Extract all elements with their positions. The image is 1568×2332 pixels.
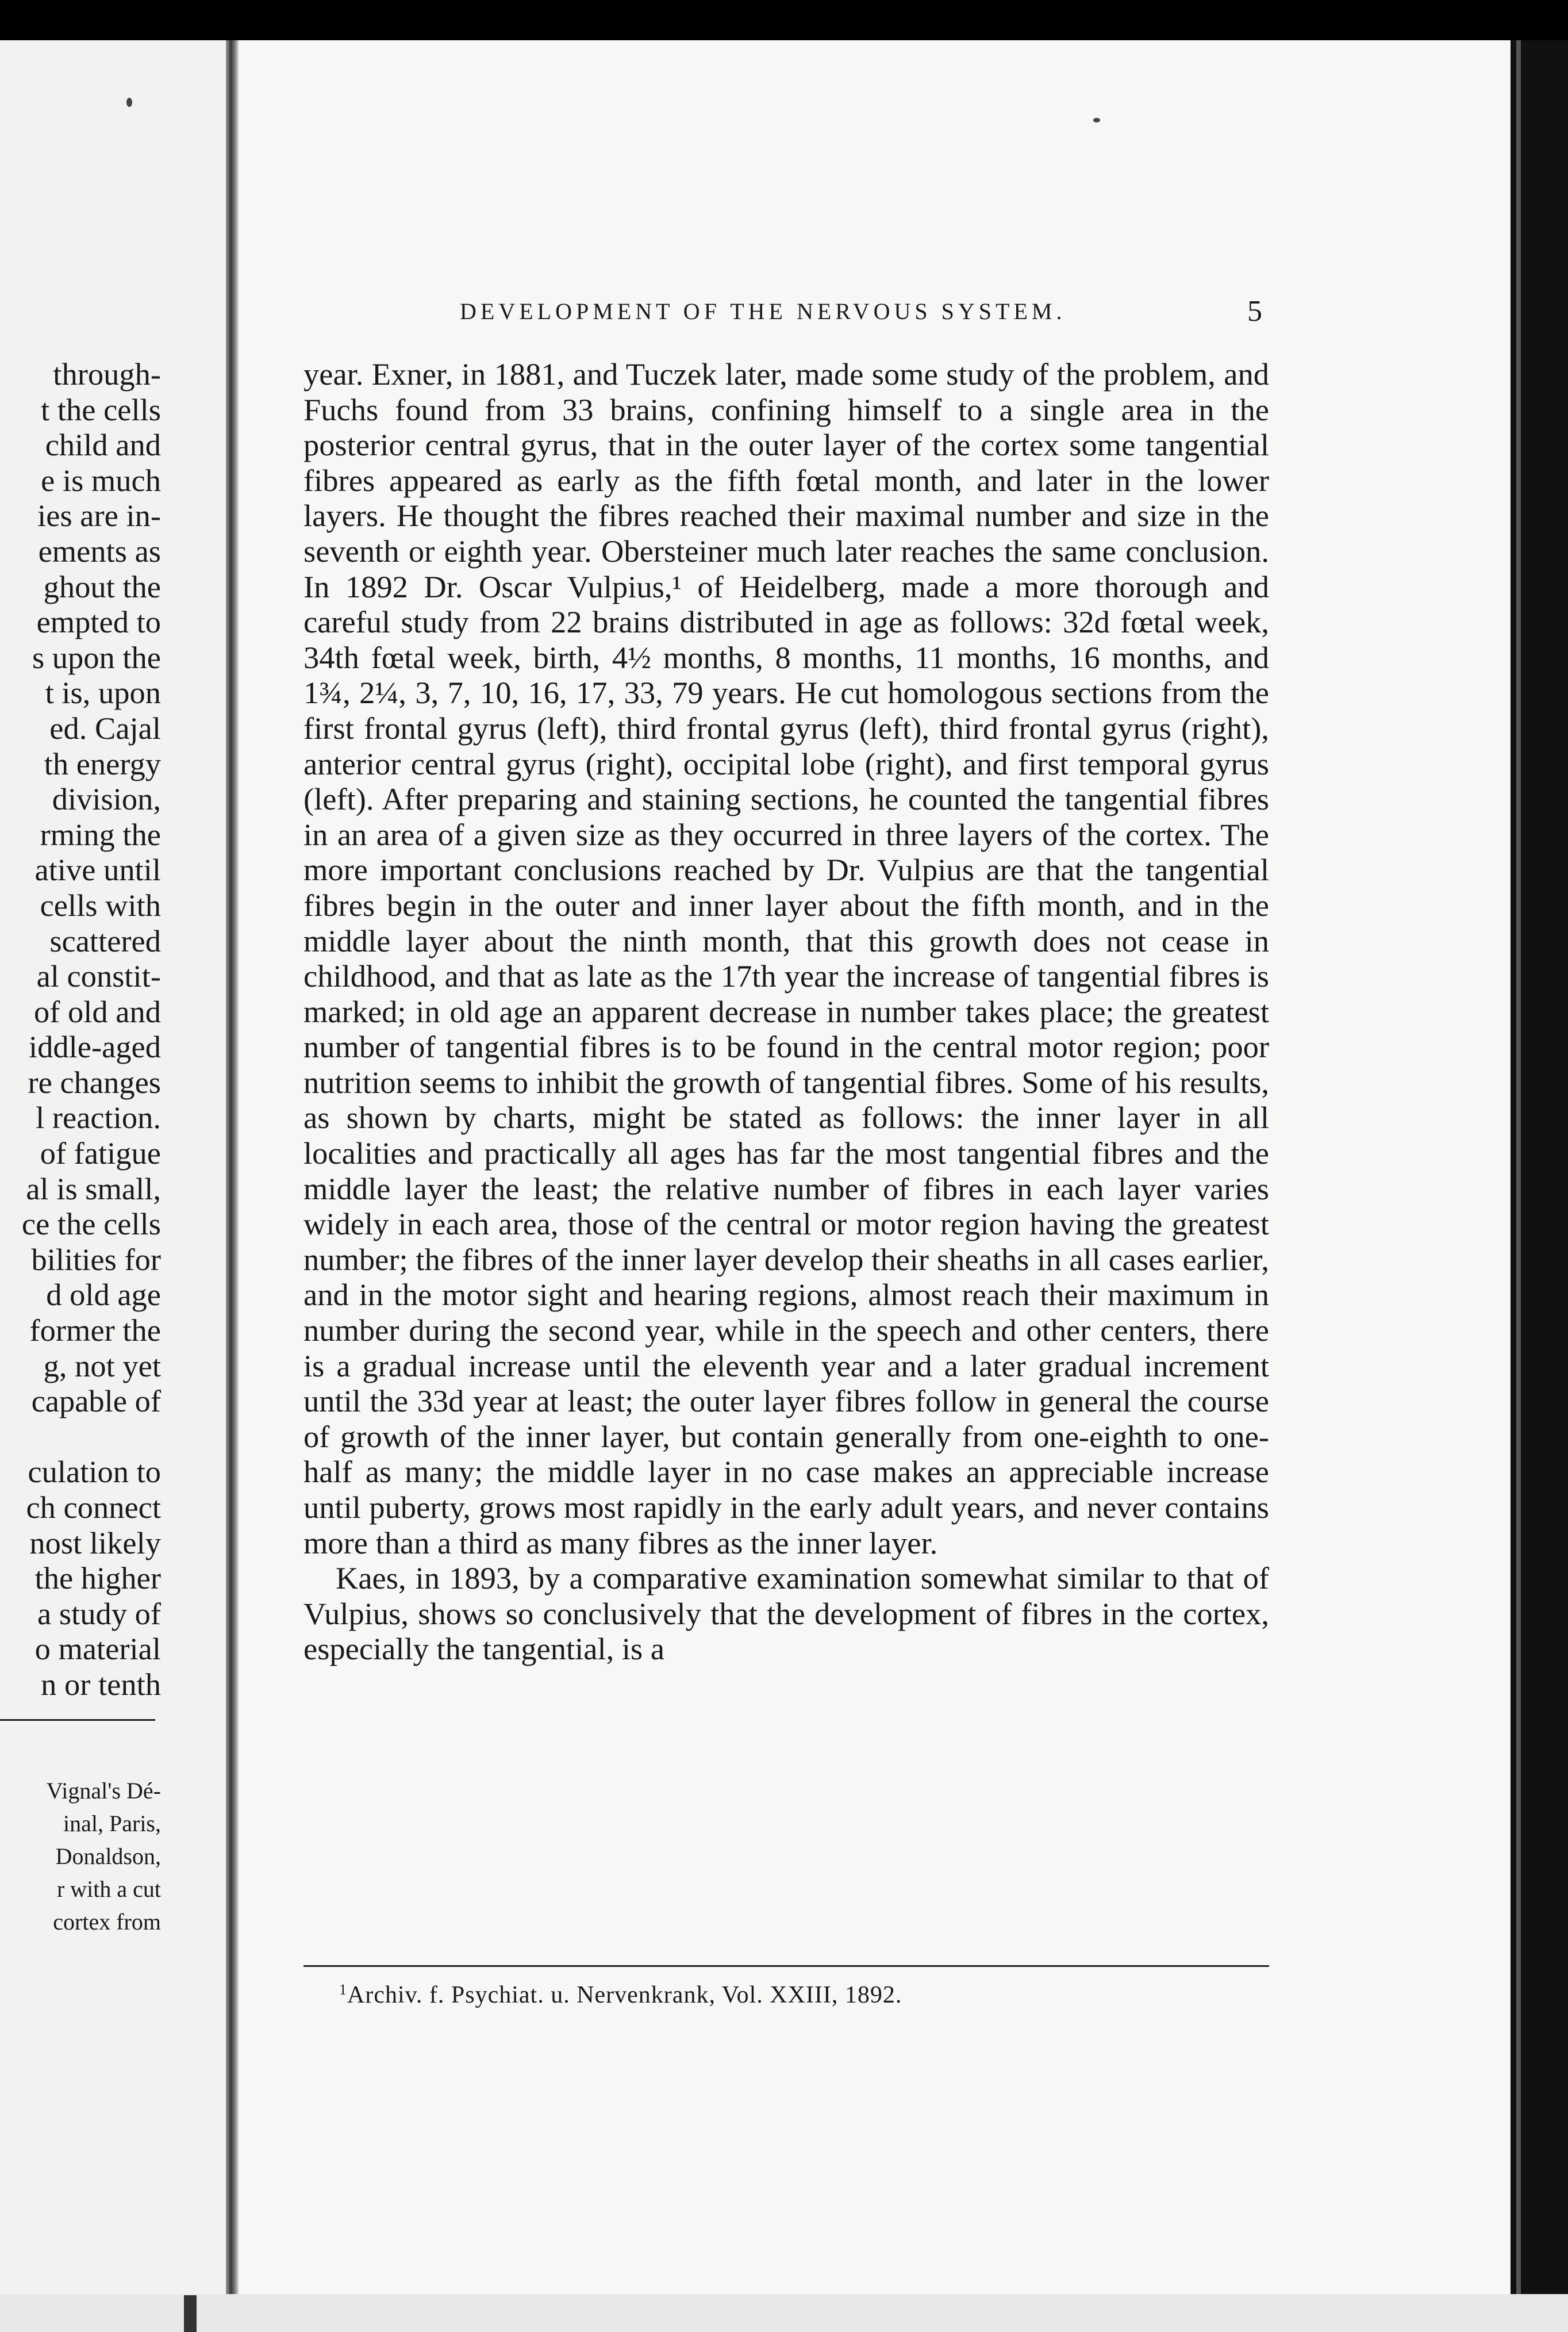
facing-page-line: al constit-	[36, 958, 161, 994]
facing-page-line: t is, upon	[45, 675, 161, 711]
page-number: 5	[1247, 295, 1262, 328]
facing-page-line: former the	[29, 1313, 161, 1348]
page-edge-line	[1516, 40, 1521, 2294]
facing-page-line: nost likely	[29, 1525, 161, 1560]
facing-page-line: ies are in-	[37, 498, 161, 534]
running-header: DEVELOPMENT OF THE NERVOUS SYSTEM.	[460, 298, 1066, 324]
footnote-text: Archiv. f. Psychiat. u. Nervenkrank, Vol. XXIII, 1892.	[347, 1982, 902, 2008]
facing-page-line: of old and	[34, 994, 161, 1029]
facing-page-line: g, not yet	[43, 1348, 161, 1383]
facing-page-line: child and	[45, 427, 161, 463]
facing-page-line: s upon the	[32, 639, 161, 675]
facing-page-footnote-line: Vignal's Dé-	[46, 1778, 161, 1804]
facing-page-footnote-line: cortex from	[53, 1909, 161, 1935]
next-sheet-edge	[0, 2294, 1568, 2332]
facing-page-line: iddle-aged	[28, 1029, 161, 1065]
facing-page-line: ce the cells	[21, 1206, 161, 1242]
facing-page-line: n or tenth	[41, 1666, 161, 1702]
facing-page-text	[0, 356, 161, 1702]
facing-page-footnote-rule	[0, 1719, 155, 1721]
facing-page-line: rming the	[40, 816, 161, 852]
facing-page-line: capable of	[31, 1383, 161, 1419]
facing-page-line: culation to	[28, 1454, 161, 1490]
dust-speck	[1093, 118, 1100, 122]
scan-mark	[184, 2295, 197, 2332]
facing-page-line: cells with	[40, 887, 161, 923]
paragraph: Kaes, in 1893, by a comparative examination somewhat similar to that of Vulpius, shows so conclusively that the development of fibres in the cortex, especially the tangential, is a	[303, 1560, 1269, 1667]
paragraph: year. Exner, in 1881, and Tuczek later, made some study of the problem, and Fuchs found from 33 brains, confining himself to a single area in the posterior central gyrus, that in the outer layer of the cortex some tangential fibres appeared as early as the fifth fœtal month, and later in the lower layers. He thought the fibres reached their maximal number and size in the seventh or eighth year. Obersteiner much later reaches the same conclusion. In 1892 Dr. Oscar Vulpius,¹ of Heidelberg, made a more thorough and careful study from 22 brains distributed in age as follows: 32d fœtal week, 34th fœtal week, birth, 4½ months, 8 months, 11 months, 16 months, and 1¾, 2¼, 3, 7, 10, 16, 17, 33, 79 years. He cut homologous sections from the first frontal gyrus (left), third frontal gyrus (left), third frontal gyrus (right), anterior central gyrus (right), occipital lobe (right), and first temporal gyrus (left). After preparing and staining sections, he counted the tangential fibres in an area of a given size as they occurred in three layers of the cortex. The more important conclusions reached by Dr. Vulpius are that the tangential fibres begin in the outer and inner layer about the fifth month, and in the middle layer about the ninth month, that this growth does not cease in childhood, and that as late as the 17th year the increase of tangential fibres is marked; in old age an apparent decrease in number takes place; the greatest number of tangential fibres is to be found in the central motor region; poor nutrition seems to inhibit the growth of tangential fibres. Some of his results, as shown by charts, might be stated as follows: the inner layer in all localities and practically all ages has far the most tangential fibres and the middle layer the least; the relative number of fibres in each layer varies widely in each area, those of the central or motor region having the greatest number; the fibres of the inner layer develop their sheaths in all cases earlier, and in the motor sight and hearing regions, almost reach their maximum in number during the second year, while in the speech and other centers, there is a gradual increase until the eleventh year and a later gradual increment until the 33d year at least; the outer layer fibres follow in general the course of growth of the inner layer, but contain generally from one-eighth to one-half as many; the middle layer in no case makes an appreciable increase until puberty, grows most rapidly in the early adult years, and never contains more than a third as many fibres as the inner layer.	[303, 356, 1269, 1560]
facing-page-line: division,	[52, 781, 161, 817]
dust-speck	[126, 98, 132, 107]
facing-page-line: ements as	[38, 533, 161, 569]
facing-page-footnote-line: r with a cut	[56, 1876, 161, 1902]
facing-page-line: al is small,	[26, 1171, 161, 1206]
facing-page-line: bilities for	[31, 1241, 161, 1277]
facing-page-line: re changes	[28, 1064, 161, 1100]
footnote	[339, 1981, 902, 2009]
footnote-rule	[303, 1965, 1269, 1967]
facing-page-line: ative until	[34, 852, 161, 888]
facing-page-line: empted to	[36, 604, 161, 640]
facing-page-line: th energy	[44, 746, 161, 781]
facing-page-line: ghout the	[43, 569, 161, 604]
facing-page-line: t the cells	[41, 392, 161, 427]
facing-page-line: ch connect	[26, 1490, 161, 1525]
book-gutter	[226, 40, 239, 2294]
facing-page-line: o material	[34, 1631, 161, 1667]
facing-page-line: the higher	[34, 1560, 161, 1596]
facing-page-line	[0, 1419, 161, 1455]
facing-page-line: d old age	[46, 1277, 161, 1313]
facing-page-footnotes	[0, 1774, 161, 1938]
footnote-marker: 1	[339, 1981, 347, 1998]
body-text	[303, 356, 1269, 1667]
facing-page-line: ed. Cajal	[49, 710, 161, 746]
facing-page-line: e is much	[41, 462, 161, 498]
facing-page-line: l reaction.	[36, 1100, 161, 1136]
facing-page-line: a study of	[37, 1595, 161, 1631]
facing-page-footnote-line: Donaldson,	[55, 1843, 161, 1869]
facing-page-line: of fatigue	[40, 1136, 161, 1171]
facing-page-line: scattered	[49, 923, 161, 958]
facing-page-line: through-	[53, 356, 161, 392]
facing-page-footnote-line: inal, Paris,	[63, 1811, 161, 1836]
